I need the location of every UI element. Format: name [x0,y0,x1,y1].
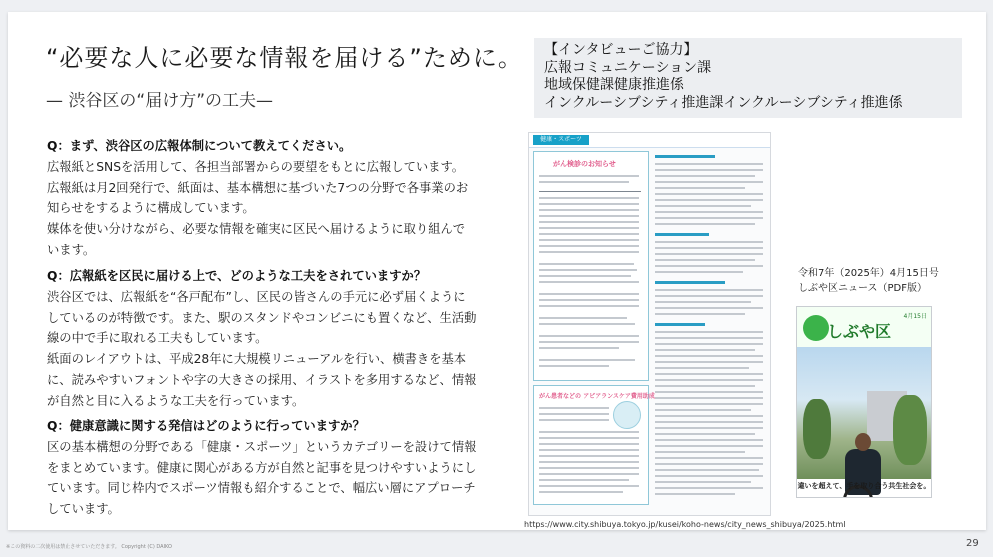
answer-paragraph: 区の基本構想の分野である「健康・スポーツ」というカテゴリーを設けて情報をまとめています。健康に関心がある方が自然と記事を見つけやすいようにしています。同じ枠内でスポーツ情報も紹介することで、幅広い層にアプローチしています。 [47,439,477,517]
source-url[interactable]: https://www.city.shibuya.tokyo.jp/kusei/koho-news/city_news_shibuya/2025.html [524,520,846,529]
page-subtitle: — 渋谷区の“届け方”の工夫— [46,91,274,111]
question: Q：健康意識に関する発信はどのように行っていますか？ [47,419,365,433]
qa-block [47,416,477,520]
qa-block [47,136,477,261]
answer-paragraph: 媒体を使い分けながら、必要な情報を確実に区民へ届けるように取り組んでいます。 [47,222,466,257]
answer-paragraph: 紙面のレイアウトは、平成28年に大規模リニューアルを行い、横書きを基本に、読みやすいフォントや字の大きさの採用、イラストを多用するなど、情報が自然と目に入るような工夫を行っています。 [47,352,477,408]
issue-date: 令和7年（2025年）4月15日号 [798,268,939,279]
cover-photo [797,347,931,479]
tree-shape [803,399,831,459]
credit-line: インクルーシブシティ推進課インクルーシブシティ推進係 [544,94,903,111]
issue-caption [798,266,939,296]
question: Q：広報紙を区民に届ける上で、どのような工夫をされていますか？ [47,269,427,283]
logo-mark-icon [803,315,829,341]
article-title: がん患者などの アピアランスケア費用助成 [539,393,655,400]
article-title: がん検診のお知らせ [553,160,616,168]
credit-line: 広報コミュニケーション課 [544,59,712,76]
newspaper-page-image [528,132,771,516]
newspaper-cover-image [796,306,932,498]
credits-heading: 【インタビューご協力】 [544,42,698,58]
newspaper-left-column [533,151,655,505]
answer-paragraph: 広報紙とSNSを活用して、各担当部署からの要望をもとに広報しています。 [47,159,465,174]
credit-line: 地域保健課健康推進係 [544,77,684,93]
newspaper-right-column [655,151,765,505]
question: Q：まず、渋谷区の広報体制について教えてください。 [47,139,352,153]
page-number: 29 [966,538,979,549]
issue-title: しぶや区ニュース（PDF版） [798,283,927,294]
interview-credits [534,38,962,118]
cover-caption: 違いを超えて、手を取り合う共生社会を。 [797,482,931,490]
page-title: “必要な人に必要な情報を届ける”ために。 [46,44,523,72]
cover-logo: しぶや区 [827,322,892,341]
person-head-shape [855,433,871,451]
cover-date: 4月15日 [903,313,927,320]
qa-block [47,266,477,412]
answer-paragraph: 渋谷区では、広報紙を“各戸配布”し、区民の皆さんの手元に必ず届くようにしているのが特徴です。また、駅のスタンドやコンビニにも置くなど、生活動線の中で手に取れる工夫もしています。 [47,289,477,346]
copyright-note: ※この資料の二次使用は禁止させていただきます。 Copyright (C) DAIKO [6,544,172,550]
newspaper-header [529,133,770,148]
tree-shape [893,395,927,465]
answer-paragraph: 広報紙は月2回発行で、紙面は、基本構想に基づいた7つの分野で各事業のお知らせをするように構成しています。 [47,180,469,216]
illustration [613,401,641,429]
section-tag: 健康・スポーツ [533,135,589,145]
